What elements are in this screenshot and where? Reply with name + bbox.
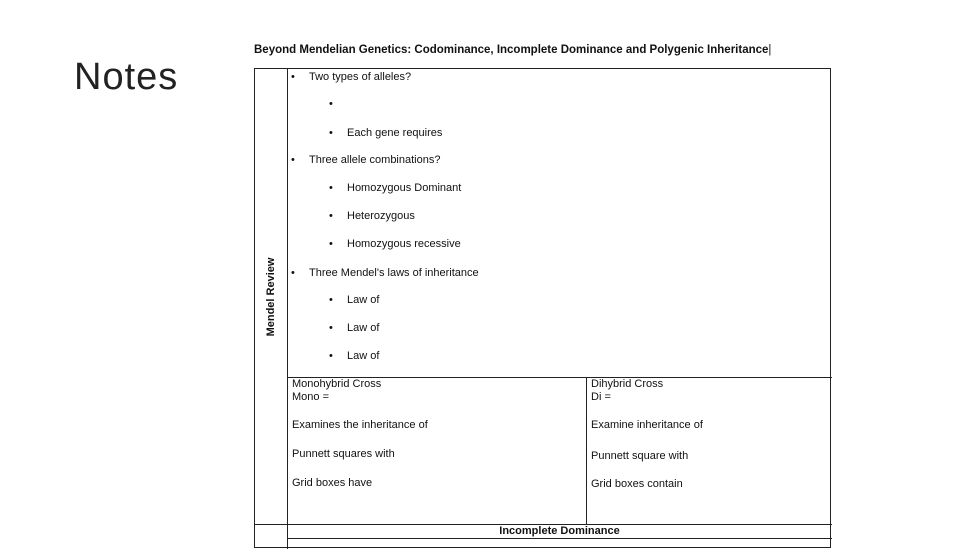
bullet-item [329,98,347,110]
monohybrid-line: Mono = [292,391,329,403]
mendel-review-section [287,69,832,377]
text-cursor: | [768,44,772,56]
bullet-dot: • [329,182,333,194]
monohybrid-title: Monohybrid Cross [292,378,382,390]
bullet-item: • Three allele combinations? [291,154,441,166]
bullet-item: • Law of [329,350,380,362]
bullet-dot: • [329,350,333,362]
bullet-dot: • [329,238,333,250]
bullet-dot: • [329,294,333,306]
side-column-lower [255,524,288,549]
bullet-item: • Three Mendel's laws of inheritance [291,267,479,279]
bullet-dot: • [291,154,295,166]
bullet-dot: • [329,127,333,139]
dihybrid-cell [591,378,703,491]
document-title: Beyond Mendelian Genetics: Codominance, Incomplete Dominance and Polygenic Inheritance [254,44,769,56]
dihybrid-title: Dihybrid Cross [591,378,664,390]
bullet-item: • Homozygous recessive [329,238,461,250]
bullet-dot: • [291,267,295,279]
dihybrid-line: Grid boxes contain [591,478,683,490]
cross-divider [586,377,587,524]
bullet-dot: • [329,98,333,110]
monohybrid-line: Punnett squares with [292,448,395,460]
side-label: Mendel Review [265,257,277,337]
document-header [254,44,771,56]
section-divider [287,538,832,539]
notes-table [254,68,831,548]
bullet-item: • Two types of alleles? [291,71,412,83]
bullet-item: • Heterozygous [329,210,415,222]
bullet-dot: • [329,210,333,222]
slide-title: Notes [74,56,179,98]
incomplete-dominance-heading: Incomplete Dominance [499,525,620,537]
monohybrid-line: Grid boxes have [292,477,373,489]
dihybrid-line: Examine inheritance of [591,419,703,431]
bullet-item: • Law of [329,294,380,306]
bullet-dot: • [291,71,295,83]
dihybrid-line: Di = [591,391,611,403]
monohybrid-line: Examines the inheritance of [292,419,428,431]
bullet-item: • Homozygous Dominant [329,182,462,194]
dihybrid-line: Punnett square with [591,450,689,462]
side-column [255,69,288,524]
bullet-dot: • [329,322,333,334]
bullet-item: • Law of [329,322,380,334]
bullet-item: • Each gene requires [329,127,443,139]
monohybrid-cell [292,378,428,490]
